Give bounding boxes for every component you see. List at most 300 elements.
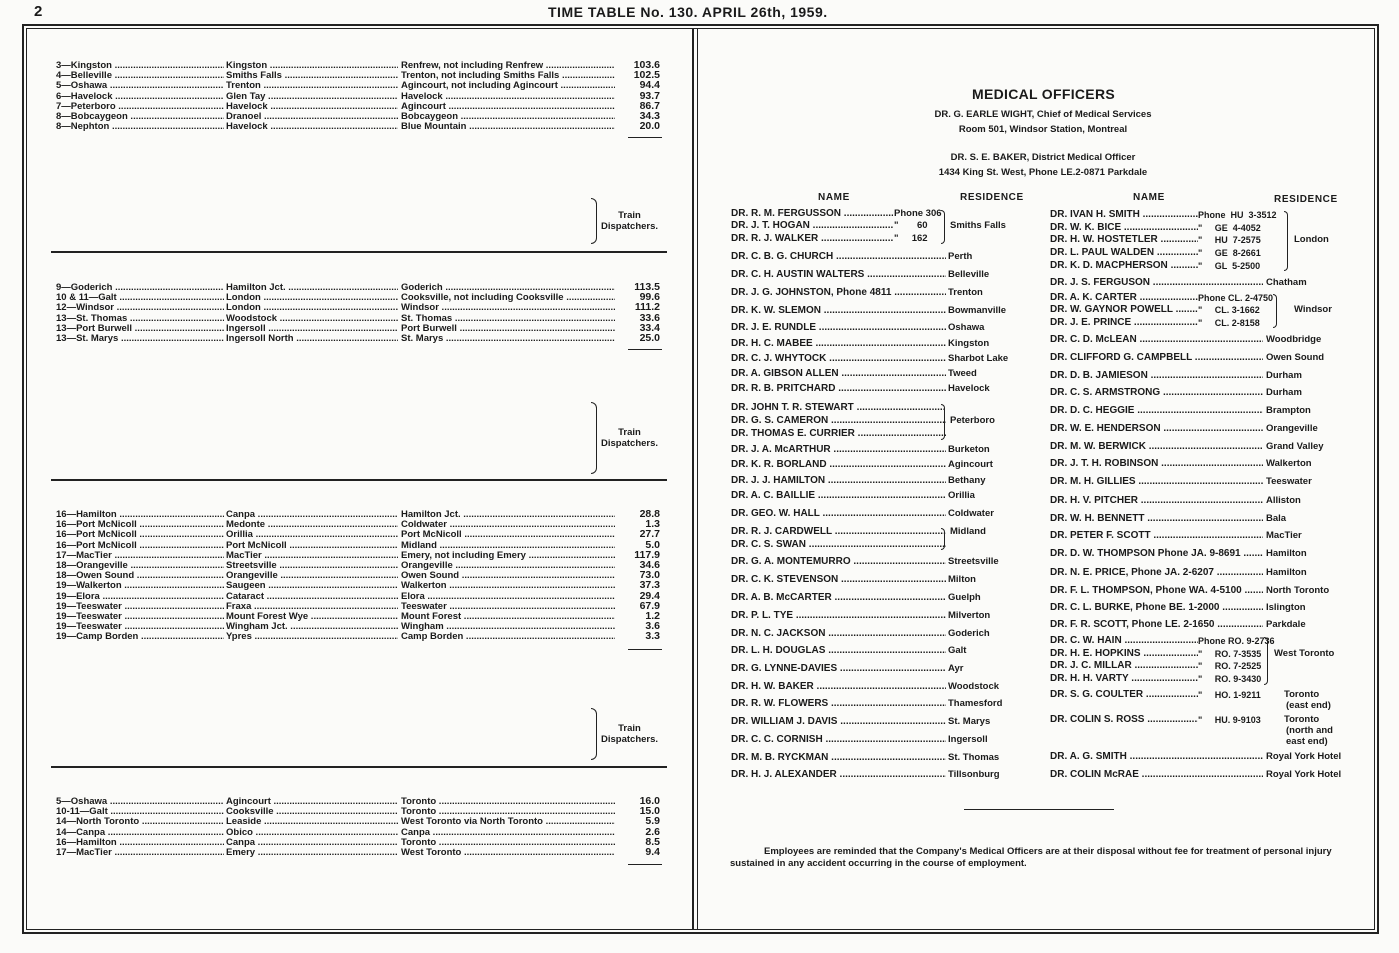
officer-name: DR. G. A. MONTEMURRO ..... [731,556,946,568]
bruce-table-row [0,631,680,642]
officer-name: DR. J. T. H. ROBINSON ..... [1050,458,1263,470]
from-cell: Ingersoll ..... [226,323,398,334]
miles-cell: 86.7 [639,101,660,112]
miles-cell: 29.4 [639,591,660,602]
medical-officer-row [1050,209,1360,221]
subdivision-cell: 13—St. Marys ..... [56,333,224,344]
miles-cell: 94.4 [639,80,660,91]
subdivision-cell: 19—Elora ..... [56,591,224,602]
medical-officer-row [731,220,1031,232]
subdivision-cell: 10 & 11—Galt ..... [56,292,224,303]
miles-cell: 28.8 [639,509,660,520]
officer-name: DR. C. K. STEVENSON ..... [731,574,946,586]
medical-officer-row [1050,292,1360,304]
officer-residence: Hamilton [1266,567,1307,578]
subdivision-cell: 8—Nephton ..... [56,121,224,132]
officer-name: DR. GEO. W. HALL ..... [731,508,946,520]
miles-cell: 33.4 [639,323,660,334]
officer-name: DR. A. G. SMITH ..... [1050,751,1263,763]
officer-phone: " GL 5-2500 [1198,261,1261,271]
miles-cell: 113.5 [634,282,660,293]
london-total-rule [628,349,662,350]
from-cell: Cataract ..... [226,591,398,602]
officer-residence: Sharbot Lake [948,353,1009,364]
officer-residence: Hamilton [1266,548,1307,559]
officer-phone: " GE 4-4052 [1198,223,1261,233]
officer-name: DR. H. W. BAKER ..... [731,681,946,693]
officer-residence: Tweed [948,368,977,379]
officer-residence: Woodbridge [1266,334,1322,345]
officer-phone: " HO. 1-9211 [1198,690,1261,700]
officer-residence: Kingston [948,338,990,349]
miles-cell: 102.5 [633,70,660,81]
peterboro-bracket [941,404,945,440]
from-cell: Agincourt ..... [226,796,398,807]
officer-residence: Bethany [948,475,986,486]
miles-cell: 5.0 [645,540,660,551]
officer-residence: Walkerton [1266,458,1312,469]
officer-residence: Galt [948,645,967,656]
officer-name: DR. W. H. BENNETT ..... [1050,513,1263,525]
officer-residence-detail: (north and [1286,725,1333,736]
officer-residence: Belleville [948,269,990,280]
timetable-title: TIME TABLE No. 130. APRIL 26th, 1959. [548,4,828,20]
medical-officer-row [731,574,1031,586]
center-divider-inner [697,28,698,930]
to-cell: Hamilton Jct. ..... [401,509,615,520]
officer-name: DR. D. C. HEGGIE ..... [1050,405,1263,417]
to-cell: Cooksville, not including Cooksville ..... [401,292,615,303]
officer-name: DR. H. V. PITCHER ..... [1050,495,1263,507]
from-cell: Medonte ..... [226,519,398,530]
bruce-train-dispatchers-label [601,723,658,745]
medical-officer-row [731,305,1031,317]
from-cell: Streetsville ..... [226,560,398,571]
medical-officer-row [731,459,1031,471]
subdivision-cell: 17—MacTier ..... [56,550,224,561]
officer-phone: Phone 306 [894,208,942,219]
medical-officer-row [1050,751,1360,763]
miles-cell: 73.0 [639,570,660,581]
officer-name: DR. P. L. TYE ..... [731,610,946,622]
to-cell: St. Thomas ..... [401,313,615,324]
officer-phone: " HU 7-2575 [1198,235,1261,245]
officer-name: DR. W. GAYNOR POWELL ..... [1050,304,1198,316]
medical-officer-row [731,734,1031,746]
medical-officer-row [731,526,1031,538]
officer-phone: " RO. 9-3430 [1198,674,1262,684]
to-cell: Elora ..... [401,591,615,602]
to-cell: Havelock ..... [401,91,615,102]
chief-medical-line: DR. G. EARLE WIGHT, Chief of Medical Services [934,109,1152,120]
officer-name: DR. R. B. PRITCHARD ..... [731,383,946,395]
officer-name: DR. C. W. HAIN ..... [1050,635,1198,647]
officer-name: DR. J. A. McARTHUR ..... [731,444,946,456]
officer-residence: West Toronto [1274,648,1335,659]
medical-officer-row [1050,648,1360,660]
medical-officer-row [731,287,1031,299]
officer-phone: " RO. 7-3535 [1198,649,1262,659]
subdivision-cell: 16—Port McNicoll ..... [56,540,224,551]
to-cell: Walkerton ..... [401,580,615,591]
officer-residence: Bowmanville [948,305,1007,316]
officer-residence: Guelph [948,592,981,603]
to-cell: West Toronto via North Toronto ..... [401,816,615,827]
separator-line [964,809,1114,810]
to-cell: Goderich ..... [401,282,615,293]
train-dispatchers-text: Dispatchers. [601,734,659,745]
officer-residence: Owen Sound [1266,352,1325,363]
officer-residence: Woodstock [948,681,1000,692]
medical-officer-row [1050,441,1360,453]
to-cell: Coldwater ..... [401,519,615,530]
from-cell: Mount Forest Wye ..... [226,611,398,622]
subdivision-cell: 18—Orangeville ..... [56,560,224,571]
london-bracket [1284,211,1288,271]
officer-residence: Bala [1266,513,1287,524]
to-cell: Teeswater ..... [401,601,615,612]
bruce-total-rule [628,649,662,650]
officer-name: DR. A. GIBSON ALLEN ..... [731,368,946,380]
miles-cell: 20.0 [639,121,660,132]
officer-name: DR. C. S. SWAN ..... [731,539,946,551]
miles-cell: 103.6 [633,60,660,71]
to-cell: Blue Mountain ..... [401,121,615,132]
officer-name: DR. W. E. HENDERSON ..... [1050,423,1263,435]
train-dispatchers-text: Dispatchers. [601,221,659,232]
officer-name: DR. F. L. THOMPSON, Phone WA. 4-5100 ..... [1050,585,1263,597]
officer-name: DR. C. B. G. CHURCH ..... [731,251,946,263]
officer-name: DR. M. W. BERWICK ..... [1050,441,1263,453]
to-cell: Midland ..... [401,540,615,551]
subdivision-cell: 4—Belleville ..... [56,70,224,81]
medical-officer-row [731,716,1031,728]
miles-cell: 8.5 [645,837,660,848]
officer-phone: " GE 8-2661 [1198,248,1261,258]
officer-name: DR. L. PAUL WALDEN ..... [1050,247,1198,259]
medical-officer-row [1050,660,1360,672]
from-cell: Ingersoll North ..... [226,333,398,344]
medical-officers-title: MEDICAL OFFICERS [972,86,1115,102]
officer-name: DR. J. J. HAMILTON ..... [731,475,946,487]
trenton-dispatcher-bracket [591,198,597,244]
medical-officer-row [731,628,1031,640]
medical-officer-row [731,556,1031,568]
officer-phone: Phone CL. 2-4750 [1198,293,1274,303]
from-cell: London ..... [226,292,398,303]
bruce-dispatcher-bracket [591,708,597,760]
medical-officer-row [731,610,1031,622]
medical-officer-row [731,539,1031,551]
medical-officer-row [1050,304,1360,316]
to-cell: Canpa ..... [401,827,615,838]
medical-officer-row [1050,548,1360,560]
chief-medical-address: Room 501, Windsor Station, Montreal [958,124,1128,135]
train-dispatchers-text: Dispatchers. [601,438,659,449]
medical-officer-row [1050,387,1360,399]
miles-cell: 34.6 [639,560,660,571]
medical-officer-row [731,490,1031,502]
officer-residence: Ayr [948,663,964,674]
officer-name: DR. J. T. HOGAN ..... [731,220,893,232]
officer-name: DR. J. C. MILLAR ..... [1050,660,1198,672]
to-cell: Camp Borden ..... [401,631,615,642]
to-cell: Toronto ..... [401,796,615,807]
officer-phone: " CL. 2-8158 [1198,318,1260,328]
medical-officer-row [1050,714,1360,747]
subdivision-cell: 14—North Toronto ..... [56,816,224,827]
medical-officer-row [1050,247,1360,259]
medical-officer-row [1050,260,1360,272]
officer-name: DR. C. D. McLEAN ..... [1050,334,1263,346]
from-cell: MacTier ..... [226,550,398,561]
officer-residence: Toronto [1284,689,1320,700]
subdivision-cell: 13—St. Thomas ..... [56,313,224,324]
subdivision-cell: 19—Teeswater ..... [56,611,224,622]
officer-residence: Toronto [1284,714,1320,725]
officer-name: DR. R. J. CARDWELL ..... [731,526,946,538]
officer-name: DR. H. H. VARTY ..... [1050,673,1198,685]
officer-residence-detail: east end) [1286,736,1328,747]
from-cell: Leaside ..... [226,816,398,827]
officer-residence: Coldwater [948,508,994,519]
miles-cell: 3.3 [645,631,660,642]
officer-residence: Parkdale [1266,619,1306,630]
medical-officer-row [731,508,1031,520]
officer-name: DR. N. C. JACKSON ..... [731,628,946,640]
officer-phone: " HU. 9-9103 [1198,715,1261,725]
train-dispatchers-text: Train [618,427,641,438]
officer-residence: Durham [1266,370,1302,381]
officer-name: DR. A. C. BAILLIE ..... [731,490,946,502]
from-cell: Dranoel ..... [226,111,398,122]
to-cell: Windsor ..... [401,302,615,313]
officer-residence-detail: (east end) [1286,700,1331,711]
miles-cell: 16.0 [639,796,660,807]
residence-col-header-left: RESIDENCE [960,192,1024,203]
medical-officer-row [1050,234,1360,246]
officer-name: DR. K. W. SLEMON ..... [731,305,946,317]
to-cell: St. Marys ..... [401,333,615,344]
officer-name: DR. N. E. PRICE, Phone JA. 2-6207 ..... [1050,567,1263,579]
from-cell: Orillia ..... [226,529,398,540]
miles-cell: 9.4 [645,847,660,858]
residence-col-header-right: RESIDENCE [1274,194,1338,205]
medical-note: Employees are reminded that the Company's Medical Officers are at their disposal without fee for treatment of personal injury sustained in any accident occurring in the course of employment. [730,846,1332,869]
miles-cell: 93.7 [639,91,660,102]
center-divider [692,28,694,930]
from-cell: Kingston ..... [226,60,398,71]
to-cell: Mount Forest ..... [401,611,615,622]
officer-name: DR. CLIFFORD G. CAMPBELL ..... [1050,352,1263,364]
name-col-header-left: NAME [818,192,850,203]
medical-officer-row [731,752,1031,764]
medical-officer-row [731,663,1031,675]
train-dispatchers-text: Train [618,210,641,221]
medical-officer-row [731,402,1031,414]
from-cell: Port McNicoll ..... [226,540,398,551]
officer-name: DR. WILLIAM J. DAVIS ..... [731,716,946,728]
london-divider-rule [51,251,667,253]
officer-residence: Durham [1266,387,1302,398]
medical-officer-row [731,592,1031,604]
officer-residence: Alliston [1266,495,1301,506]
officer-name: DR. C. H. AUSTIN WALTERS ..... [731,269,946,281]
medical-officer-row [1050,222,1360,234]
miles-cell: 3.6 [645,621,660,632]
to-cell: Agincourt, not including Agincourt ..... [401,80,615,91]
subdivision-cell: 16—Hamilton ..... [56,837,224,848]
officer-name: DR. D. W. THOMPSON Phone JA. 9-8691 ..... [1050,548,1263,560]
officer-phone: " CL. 3-1662 [1198,305,1260,315]
subdivision-cell: 16—Port McNicoll ..... [56,529,224,540]
officer-name: DR. J. S. FERGUSON ..... [1050,277,1263,289]
officer-name: DR. H. E. HOPKINS ..... [1050,648,1198,660]
officer-name: DR. IVAN H. SMITH ..... [1050,209,1198,221]
officer-name: DR. S. G. COULTER ..... [1050,689,1198,701]
officer-name: DR. R. M. FERGUSSON ..... [731,208,893,220]
officer-phone: " RO. 7-2525 [1198,661,1262,671]
officer-name: DR. R. J. WALKER ..... [731,233,893,245]
miles-cell: 27.7 [639,529,660,540]
officer-name: DR. M. H. GILLIES ..... [1050,476,1263,488]
subdivision-cell: 5—Oshawa ..... [56,796,224,807]
trenton-train-dispatchers-label [601,210,658,232]
from-cell: Saugeen ..... [226,580,398,591]
from-cell: Havelock ..... [226,101,398,112]
officer-residence: Perth [948,251,973,262]
miles-cell: 2.6 [645,827,660,838]
subdivision-cell: 19—Walkerton ..... [56,580,224,591]
miles-cell: 117.9 [634,550,660,561]
officer-residence: Tillsonburg [948,769,1000,780]
officer-residence: Windsor [1294,304,1332,315]
miles-cell: 111.2 [634,302,660,313]
from-cell: Emery ..... [226,847,398,858]
from-cell: Hamilton Jct. ..... [226,282,398,293]
subdivision-cell: 10-11—Galt ..... [56,806,224,817]
to-cell: Port McNicoll ..... [401,529,615,540]
officer-residence: Orillia [948,490,975,501]
officer-residence: Teeswater [1266,476,1312,487]
officer-name: DR. COLIN S. ROSS ..... [1050,714,1198,726]
to-cell: Bobcaygeon ..... [401,111,615,122]
from-cell: Smiths Falls ..... [226,70,398,81]
from-cell: Obico ..... [226,827,398,838]
officer-name: DR. H. C. MABEE ..... [731,338,946,350]
officer-name: DR. COLIN McRAE ..... [1050,769,1263,781]
officer-residence: Peterboro [950,415,995,426]
subdivision-cell: 16—Port McNicoll ..... [56,519,224,530]
medical-officer-row [731,353,1031,365]
officer-name: DR. A. K. CARTER ..... [1050,292,1198,304]
officer-name: DR. D. B. JAMIESON ..... [1050,370,1263,382]
medical-officer-row [731,338,1031,350]
from-cell: Fraxa ..... [226,601,398,612]
officer-residence: Islington [1266,602,1306,613]
subdivision-cell: 18—Owen Sound ..... [56,570,224,581]
officer-residence: Oshawa [948,322,985,333]
medical-officer-row [731,322,1031,334]
trenton-total-rule [628,137,662,138]
officer-residence: Streetsville [948,556,999,567]
to-cell: Renfrew, not including Renfrew ..... [401,60,615,71]
medical-officer-row [1050,635,1360,647]
officer-name: DR. M. B. RYCKMAN ..... [731,752,946,764]
medical-officer-row [1050,277,1360,289]
officer-phone: Phone HU 3-3512 [1198,210,1277,220]
officer-residence: Milverton [948,610,991,621]
officer-residence: Havelock [948,383,990,394]
officer-residence: Trenton [948,287,983,298]
subdivision-cell: 5—Oshawa ..... [56,80,224,91]
officer-name: DR. C. J. WHYTOCK ..... [731,353,946,365]
officer-name: DR. W. K. BICE ..... [1050,222,1198,234]
officer-residence: Royal York Hotel [1266,751,1342,762]
officer-phone: " 60 [894,220,928,231]
from-cell: London ..... [226,302,398,313]
subdivision-cell: 7—Peterboro ..... [56,101,224,112]
medical-officer-row [731,368,1031,380]
medical-officer-row [1050,602,1360,614]
officer-name: DR. H. W. HOSTETLER ..... [1050,234,1198,246]
officer-name: DR. C. L. BURKE, Phone BE. 1-2000 ..... [1050,602,1263,614]
officer-residence: St. Marys [948,716,991,727]
london-table-row [0,302,680,313]
to-cell: Owen Sound ..... [401,570,615,581]
train-dispatchers-text: Train [618,723,641,734]
page-number: 2 [34,3,43,20]
officer-residence: Chatham [1266,277,1307,288]
to-cell: Port Burwell ..... [401,323,615,334]
bruce-table-row [0,529,680,540]
subdivision-cell: 3—Kingston ..... [56,60,224,71]
to-cell: Trenton, not including Smiths Falls ..... [401,70,615,81]
medical-officer-row [1050,352,1360,364]
miles-cell: 25.0 [639,333,660,344]
london-train-dispatchers-label [601,427,658,449]
officer-residence: Burketon [948,444,990,455]
miles-cell: 5.9 [645,816,660,827]
subdivision-cell: 12—Windsor ..... [56,302,224,313]
medical-officer-row [731,233,1031,245]
toronto-divider-rule [51,766,667,768]
to-cell: Agincourt ..... [401,101,615,112]
officer-residence: Midland [950,526,986,537]
officer-residence: Milton [948,574,976,585]
miles-cell: 1.3 [645,519,660,530]
toronto-table-row [0,847,680,858]
officer-name: DR. PETER F. SCOTT ..... [1050,530,1263,542]
subdivision-cell: 8—Bobcaygeon ..... [56,111,224,122]
medical-officer-row [731,208,1031,220]
officer-name: DR. K. D. MACPHERSON ..... [1050,260,1198,272]
officer-name: DR. K. R. BORLAND ..... [731,459,946,471]
toronto-total-rule [628,864,662,865]
subdivision-cell: 17—MacTier ..... [56,847,224,858]
officer-residence: North Toronto [1266,585,1330,596]
medical-officer-row [1050,619,1360,631]
trenton-table-row [0,121,680,132]
medical-officer-row [1050,513,1360,525]
medical-officer-row [1050,495,1360,507]
officer-residence: Ingersoll [948,734,988,745]
officer-name: DR. C. S. ARMSTRONG ..... [1050,387,1263,399]
medical-officer-row [1050,334,1360,346]
medical-officer-row [731,645,1031,657]
medical-officer-row [731,251,1031,263]
medical-officer-row [1050,423,1360,435]
